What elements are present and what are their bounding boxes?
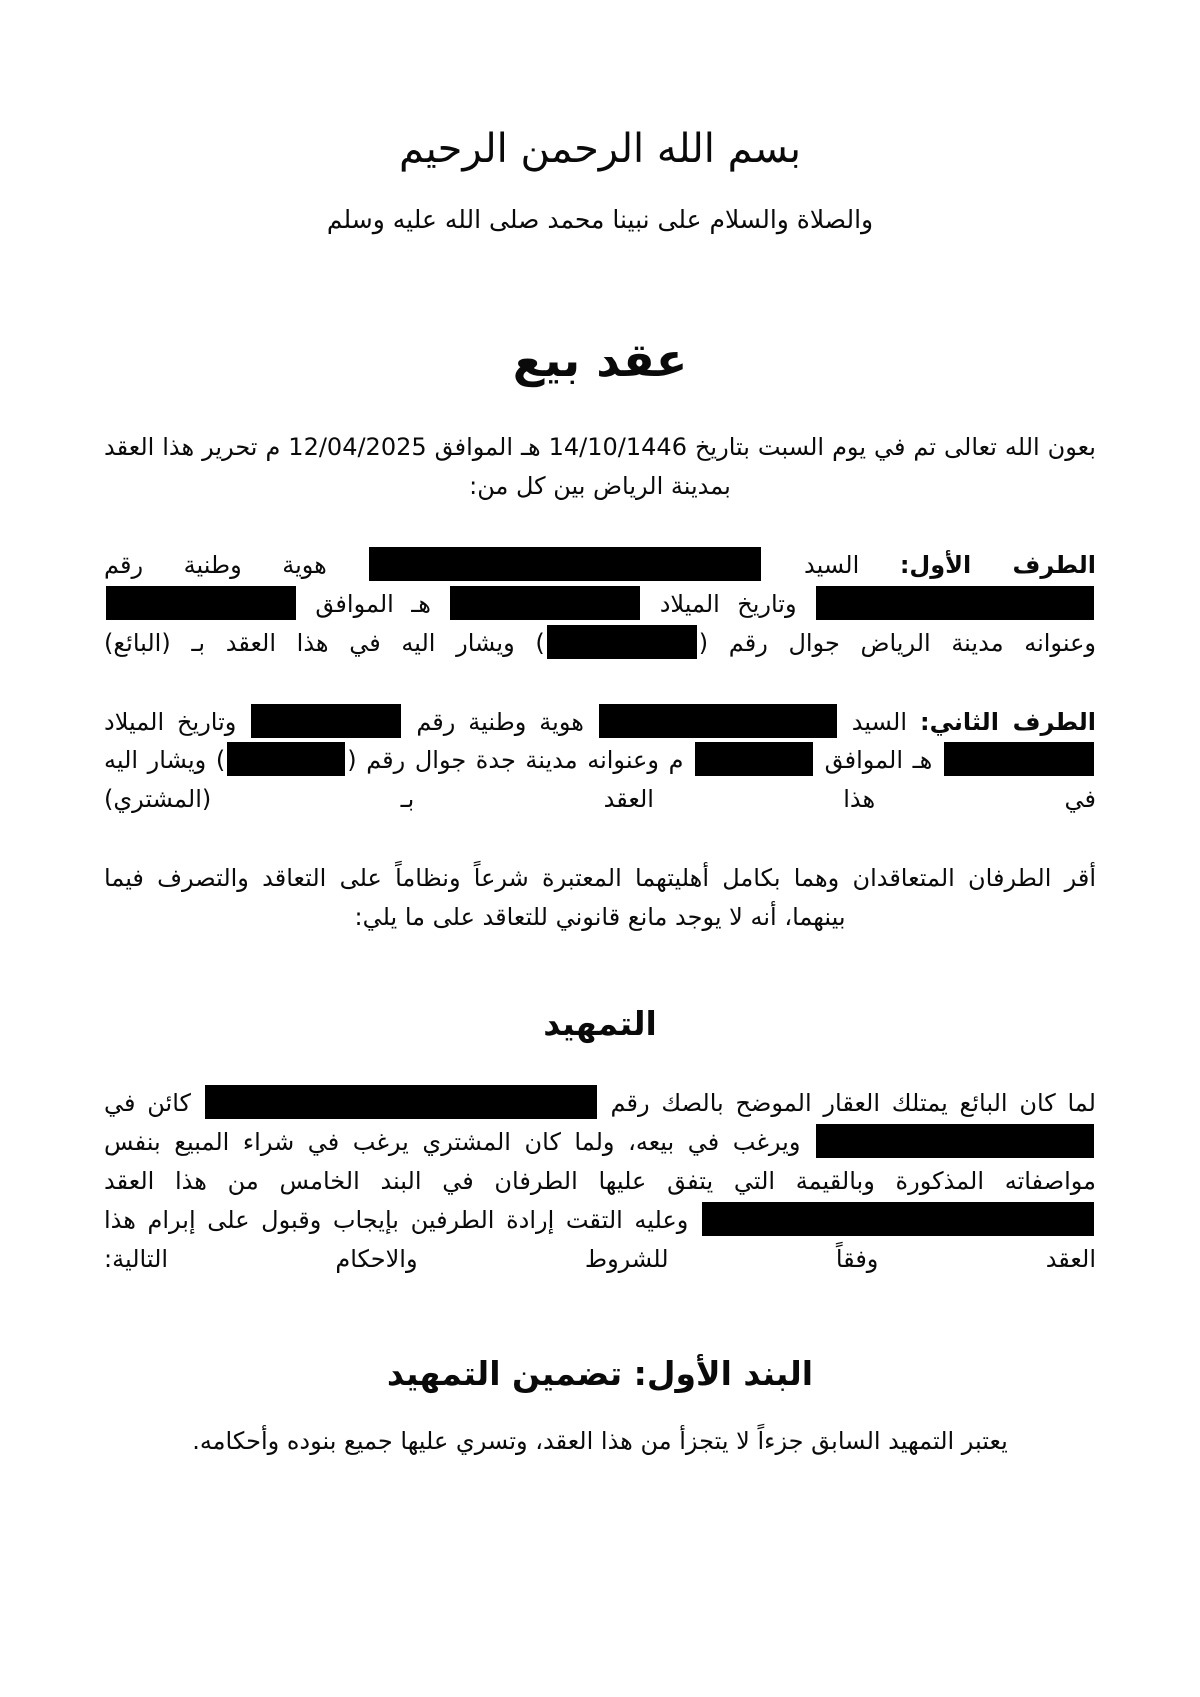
party-one-paren-open: ( [698, 628, 709, 657]
party-one-hijri-suffix: هـ [411, 589, 431, 618]
party-two-hijri-suffix: هـ [912, 746, 933, 775]
intro-text-middle: الموافق [434, 433, 514, 462]
party-two-address-label: وعنوانه مدينة جدة جوال رقم [366, 746, 659, 775]
intro-text-before: بعون الله تعالى تم في يوم السبت بتاريخ [694, 433, 1096, 462]
preamble-segment-2: كائن في [104, 1089, 191, 1118]
party-one-gregorian-redaction [106, 586, 296, 620]
party-two-birth-redaction [944, 742, 1094, 776]
preamble-segment-4: وعليه التقت إرادة الطرفين بإيجاب وقبول على إبرام هذا العقد وفقاً للشروط والاحكام التالية: [104, 1205, 1096, 1273]
party-one-phone-redaction [547, 625, 697, 659]
basmala-heading: بسم الله الرحمن الرحيم [398, 126, 802, 172]
gregorian-date: 12/04/2025 [288, 433, 427, 462]
party-one-address-label: وعنوانه مدينة الرياض جوال رقم [728, 628, 1096, 657]
hijri-date: 14/10/1446 [548, 433, 687, 462]
preamble-extra-redaction [702, 1202, 1094, 1236]
clause-one-body: يعتبر التمهيد السابق جزءاً لا يتجزأ من هذا العقد، وتسري عليها جميع بنوده وأحكامه. [192, 1426, 1008, 1455]
party-two-birth-label: وتاريخ الميلاد [104, 707, 237, 736]
gregorian-suffix: م [265, 433, 281, 462]
party-two-reference: ويشار اليه في هذا العقد بـ (المشتري) [104, 746, 1096, 814]
party-one-birth-redaction [450, 586, 640, 620]
clause-one-heading: البند الأول: تضمين التمهيد [386, 1353, 814, 1393]
party-two-label: الطرف الثاني: [919, 707, 1097, 736]
salawat-line: والصلاة والسلام على نبينا محمد صلى الله عليه وسلم [326, 205, 874, 234]
party-one-paren-close: ) [535, 628, 545, 657]
preamble-paragraph [104, 1084, 1096, 1278]
party-two-paren-open: ( [347, 746, 357, 775]
party-one-label: الطرف الأول: [899, 550, 1096, 579]
party-two-id-redaction [251, 704, 401, 738]
party-two-gregorian-suffix: م [668, 746, 684, 775]
party-two-id-label: هوية وطنية رقم [416, 707, 584, 736]
preamble-segment-3: ويرغب في بيعه، ولما كان المشتري يرغب في شراء المبيع بنفس مواصفاته المذكورة وبالقيمة التي يتفق عليها الطرفان في البند الخامس من هذا العقد [104, 1128, 1096, 1195]
party-two-name-redaction [599, 704, 837, 738]
party-one-birth-label: وتاريخ الميلاد [659, 589, 797, 618]
property-location-redaction [816, 1124, 1094, 1158]
party-one-matching-label: الموافق [315, 589, 394, 618]
party-two-phone-redaction [227, 742, 345, 776]
intro-text-after: تحرير هذا العقد بمدينة الرياض بين كل من: [104, 433, 731, 501]
party-two-paren-close: ) [215, 746, 226, 775]
party-one-reference: ويشار اليه في هذا العقد بـ (البائع) [104, 628, 515, 657]
intro-paragraph [104, 428, 1096, 506]
party-one-id-label: هوية وطنية رقم [104, 550, 327, 579]
party-two-paragraph [104, 703, 1096, 820]
party-two-gregorian-redaction [695, 742, 813, 776]
party-one-paragraph [104, 546, 1096, 663]
preamble-segment-1: لما كان البائع يمتلك العقار الموضح بالصك رقم [610, 1089, 1096, 1118]
hijri-suffix: هـ [520, 433, 541, 462]
acknowledgment-paragraph: أقر الطرفان المتعاقدان وهما بكامل أهليتهما المعتبرة شرعاً ونظاماً على التعاقد والتصرف فيما بينهما، أنه لا يوجد مانع قانوني للتعاقد على ما يلي: [104, 864, 1096, 932]
party-two-honorific: السيد [851, 707, 908, 736]
party-one-honorific: السيد [804, 550, 860, 579]
party-two-matching-label: الموافق [824, 746, 904, 775]
preamble-heading: التمهيد [543, 1003, 657, 1043]
document-title: عقد بيع [512, 333, 688, 387]
deed-number-redaction [205, 1085, 597, 1119]
party-one-name-redaction [369, 547, 761, 581]
party-one-id-redaction [816, 586, 1094, 620]
